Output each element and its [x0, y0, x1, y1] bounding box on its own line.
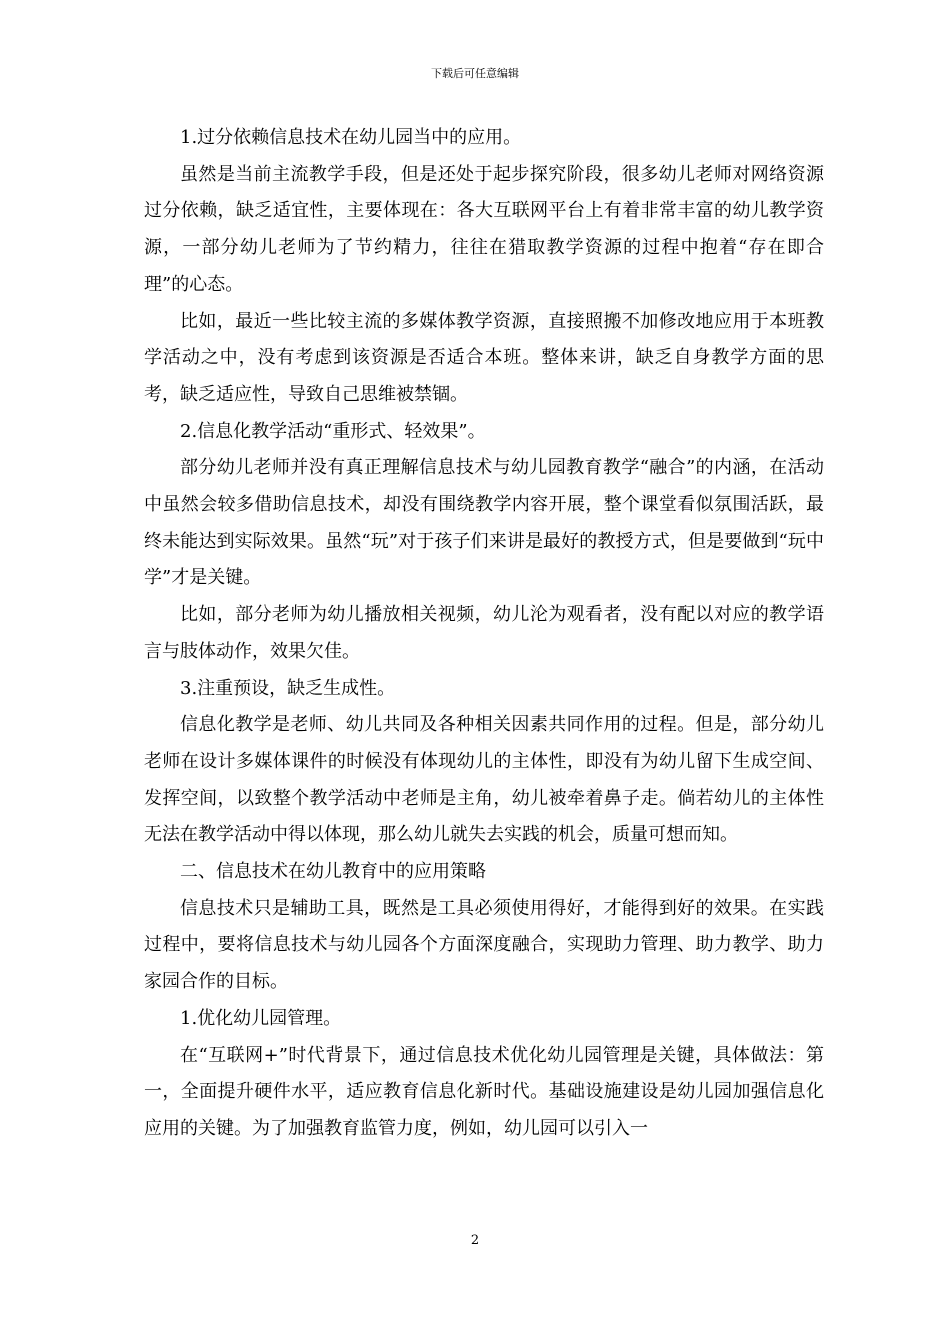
paragraph: 部分幼儿老师并没有真正理解信息技术与幼儿园教育教学“融合”的内涵，在活动中虽然会较多借助信息技术，却没有围绕教学内容开展，整个课堂看似氛围活跃，最终未能达到实际效果。虽然“玩”对于孩子们来讲是最好的教授方式，但是要做到“玩中学”才是关键。 — [144, 457, 824, 589]
paragraph: 二、信息技术在幼儿教育中的应用策略 — [180, 861, 486, 883]
paragraph: 1.过分依赖信息技术在幼儿园当中的应用。 — [180, 127, 522, 148]
document-body — [144, 120, 824, 1148]
paragraph: 1.优化幼儿园管理。 — [180, 1007, 342, 1029]
paragraph: 在“互联网+”时代背景下，通过信息技术优化幼儿园管理是关键，具体做法：第一，全面提升硬件水平，适应教育信息化新时代。基础设施建设是幼儿园加强信息化应用的关键。为了加强教育监管力度，例如，幼儿园可以引入一 — [144, 1044, 824, 1139]
paragraph: 信息技术只是辅助工具，既然是工具必须使用得好，才能得到好的效果。在实践过程中，要将信息技术与幼儿园各个方面深度融合，实现助力管理、助力教学、助力家园合作的目标。 — [144, 897, 824, 993]
page-number: 2 — [470, 1233, 480, 1248]
paragraph: 3.注重预设，缺乏生成性。 — [180, 677, 396, 699]
paragraph: 虽然是当前主流教学手段，但是还处于起步探究阶段，很多幼儿老师对网络资源过分依赖，缺乏适宜性，主要体现在：各大互联网平台上有着非常丰富的幼儿教学资源，一部分幼儿老师为了节约精力，往往在猎取教学资源的过程中抱着“存在即合理”的心态。 — [144, 163, 824, 295]
page-header: 下载后可任意编辑 — [431, 67, 519, 80]
paragraph: 比如，最近一些比较主流的多媒体教学资源，直接照搬不加修改地应用于本班教学活动之中，没有考虑到该资源是否适合本班。整体来讲，缺乏自身教学方面的思考，缺乏适应性，导致自己思维被禁锢。 — [144, 310, 824, 405]
paragraph: 信息化教学是老师、幼儿共同及各种相关因素共同作用的过程。但是，部分幼儿老师在设计多媒体课件的时候没有体现幼儿的主体性，即没有为幼儿留下生成空间、发挥空间，以致整个教学活动中老师是主角，幼儿被牵着鼻子走。倘若幼儿的主体性无法在教学活动中得以体现，那么幼儿就失去实践的机会，质量可想而知。 — [144, 714, 824, 846]
paragraph: 2.信息化教学活动“重形式、轻效果”。 — [180, 420, 486, 442]
paragraph: 比如，部分老师为幼儿播放相关视频，幼儿沦为观看者，没有配以对应的教学语言与肢体动作，效果欠佳。 — [144, 604, 824, 662]
